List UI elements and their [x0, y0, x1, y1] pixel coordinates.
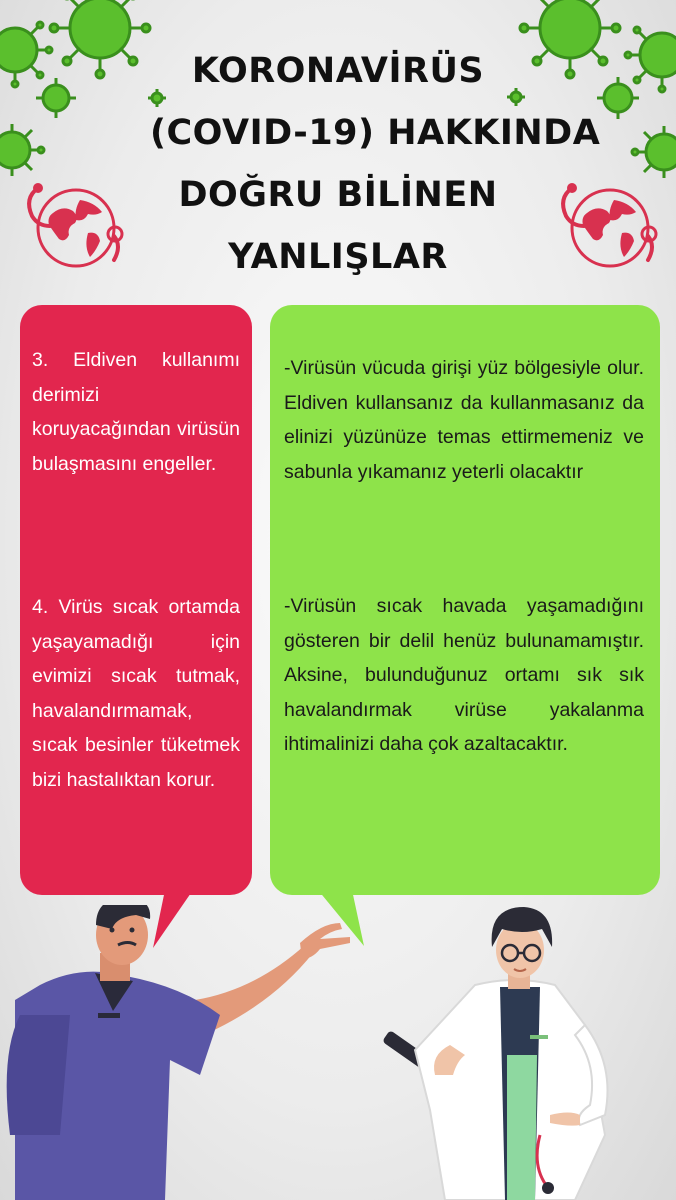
title-line: YANLIŞLAR [228, 237, 448, 277]
title-line: (COVID-19) HAKKINDA [150, 113, 601, 153]
fact-text: -Virüsün sıcak havada yaşamadığını gösteren bir delil henüz bulunamamıştır. Aksine, bulunduğunuz ortamı sık sık havalandırmak virüse yakalanma ihtimalinizi daha çok azaltacaktır. [284, 595, 644, 755]
myth-text: 3. Eldiven kullanımı derimizi koruyacağından virüsün bulaşmasını engeller. [32, 349, 240, 475]
page-title [150, 40, 601, 288]
fact-text: -Virüsün vücuda girişi yüz bölgesiyle olur. Eldiven kullansanız da kullanmasanız da elinizi yüzünüze temas ettirmemeniz ve sabunla yıkamanız yeterli olacaktır [284, 357, 644, 483]
doctor-illustration [380, 905, 676, 1200]
fact-bubble [270, 305, 660, 895]
globe-stethoscope-icon [552, 178, 662, 278]
myth-bubble [20, 305, 252, 895]
myth-text: 4. Virüs sıcak ortamda yaşayamadığı için evimizi sıcak tutmak, havalandırmamak, sıcak besinler tüketmek bizi hastalıktan korur. [32, 596, 240, 791]
globe-stethoscope-icon [18, 178, 128, 278]
title-line: KORONAVİRÜS [191, 51, 485, 91]
title-line: DOĞRU BİLİNEN [178, 175, 498, 215]
man-illustration [0, 905, 360, 1200]
